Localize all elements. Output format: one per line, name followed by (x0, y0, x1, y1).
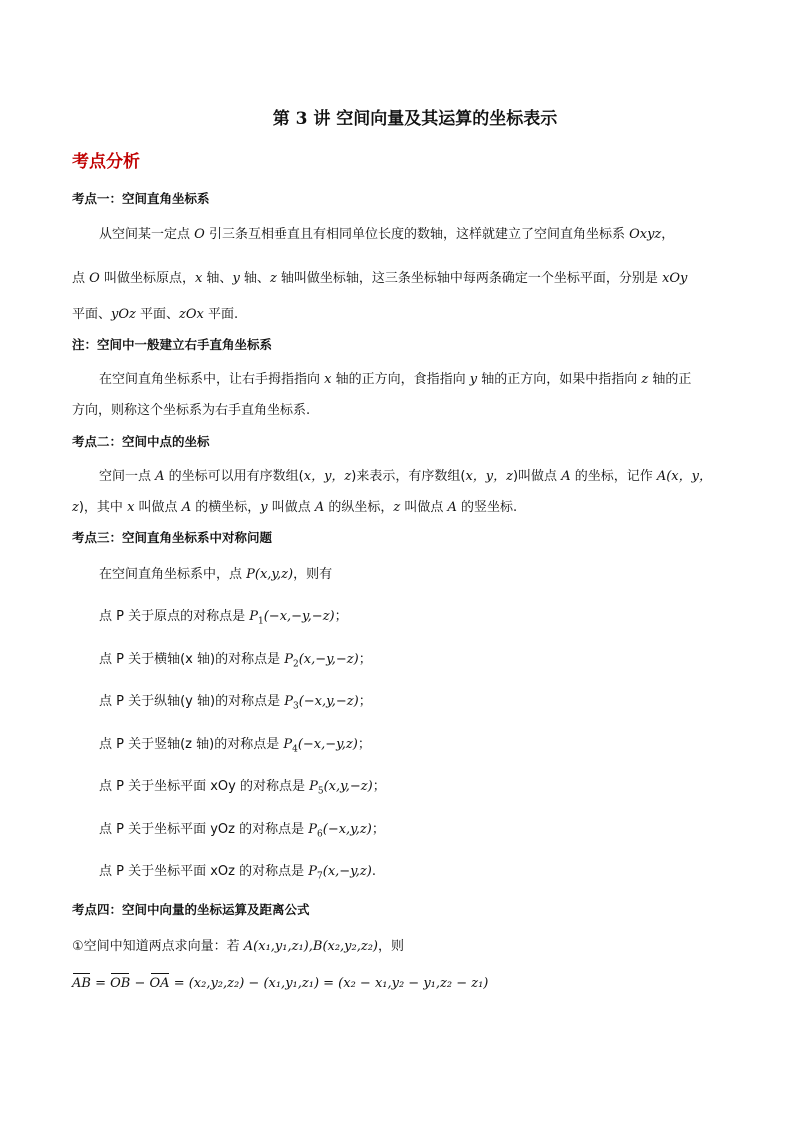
symmetry-rule-1: 点 P 关于原点的对称点是 $P_1(-x,-y,-z)$； (99, 609, 348, 627)
paragraph-line: 从空间某一定点 O 引三条互相垂直且有相同单位长度的数轴，这样就建立了空间直角坐标系 Oxyz， (99, 227, 675, 242)
paragraph-line: 点 O 叫做坐标原点，x 轴、y 轴、z 轴叫做坐标轴，这三条坐标轴中每两条确定一个坐标平面，分别是 xOy (72, 271, 688, 286)
section-heading: 考点分析 (72, 152, 140, 172)
vector-formula: AB = OB − OA = (x₂,y₂,z₂) − (x₁,y₁,z₁) = (x₂ − x₁,y₂ − y₁,z₂ − z₁) (72, 976, 489, 991)
symmetry-rule-7: 点 P 关于坐标平面 xOz 的对称点是 $P_7(x,-y,z)$. (99, 864, 376, 882)
symmetry-rule-2: 点 P 关于横轴(x 轴)的对称点是 $P_2(x,-y,-z)$； (99, 652, 372, 670)
topic-heading-1: 考点一：空间直角坐标系 (72, 191, 210, 206)
symmetry-rule-6: 点 P 关于坐标平面 yOz 的对称点是 $P_6(-x,y,z)$； (99, 822, 385, 840)
paragraph-line: 平面、yOz 平面、zOx 平面. (72, 307, 239, 322)
symmetry-intro: 在空间直角坐标系中，点 P(x,y,z)，则有 (99, 567, 333, 582)
vector-ab: AB (72, 976, 91, 991)
symmetry-rule-4: 点 P 关于竖轴(z 轴)的对称点是 $P_4(-x,-y,z)$； (99, 737, 371, 755)
topic-heading-4: 考点四：空间中向量的坐标运算及距离公式 (72, 902, 310, 917)
vector-ob: OB (110, 976, 131, 991)
page-title: 第 3 讲 空间向量及其运算的坐标表示 (272, 109, 558, 129)
paragraph-line: 空间一点 A 的坐标可以用有序数组(x，y，z)来表示，有序数组(x，y，z)叫做点 A 的坐标，记作 A(x，y， (99, 469, 712, 484)
paragraph-line: 方向，则称这个坐标系为右手直角坐标系. (72, 403, 311, 418)
paragraph-line: 在空间直角坐标系中，让右手拇指指向 x 轴的正方向，食指指向 y 轴的正方向，如果中指指向 z 轴的正 (99, 372, 692, 387)
symmetry-rule-3: 点 P 关于纵轴(y 轴)的对称点是 $P_3(-x,y,-z)$； (99, 694, 372, 712)
symmetry-rule-5: 点 P 关于坐标平面 xOy 的对称点是 $P_5(x,y,-z)$； (99, 779, 386, 797)
topic-heading-3: 考点三：空间直角坐标系中对称问题 (72, 530, 273, 545)
note-heading: 注：空间中一般建立右手直角坐标系 (72, 337, 273, 352)
vector-oa: OA (149, 976, 170, 991)
topic-heading-2: 考点二：空间中点的坐标 (72, 434, 210, 449)
paragraph-line: z)，其中 x 叫做点 A 的横坐标，y 叫做点 A 的纵坐标，z 叫做点 A 的竖坐标. (72, 500, 518, 515)
vector-formula-intro: ①空间中知道两点求向量：若 A(x₁,y₁,z₁),B(x₂,y₂,z₂)，则 (72, 939, 405, 954)
